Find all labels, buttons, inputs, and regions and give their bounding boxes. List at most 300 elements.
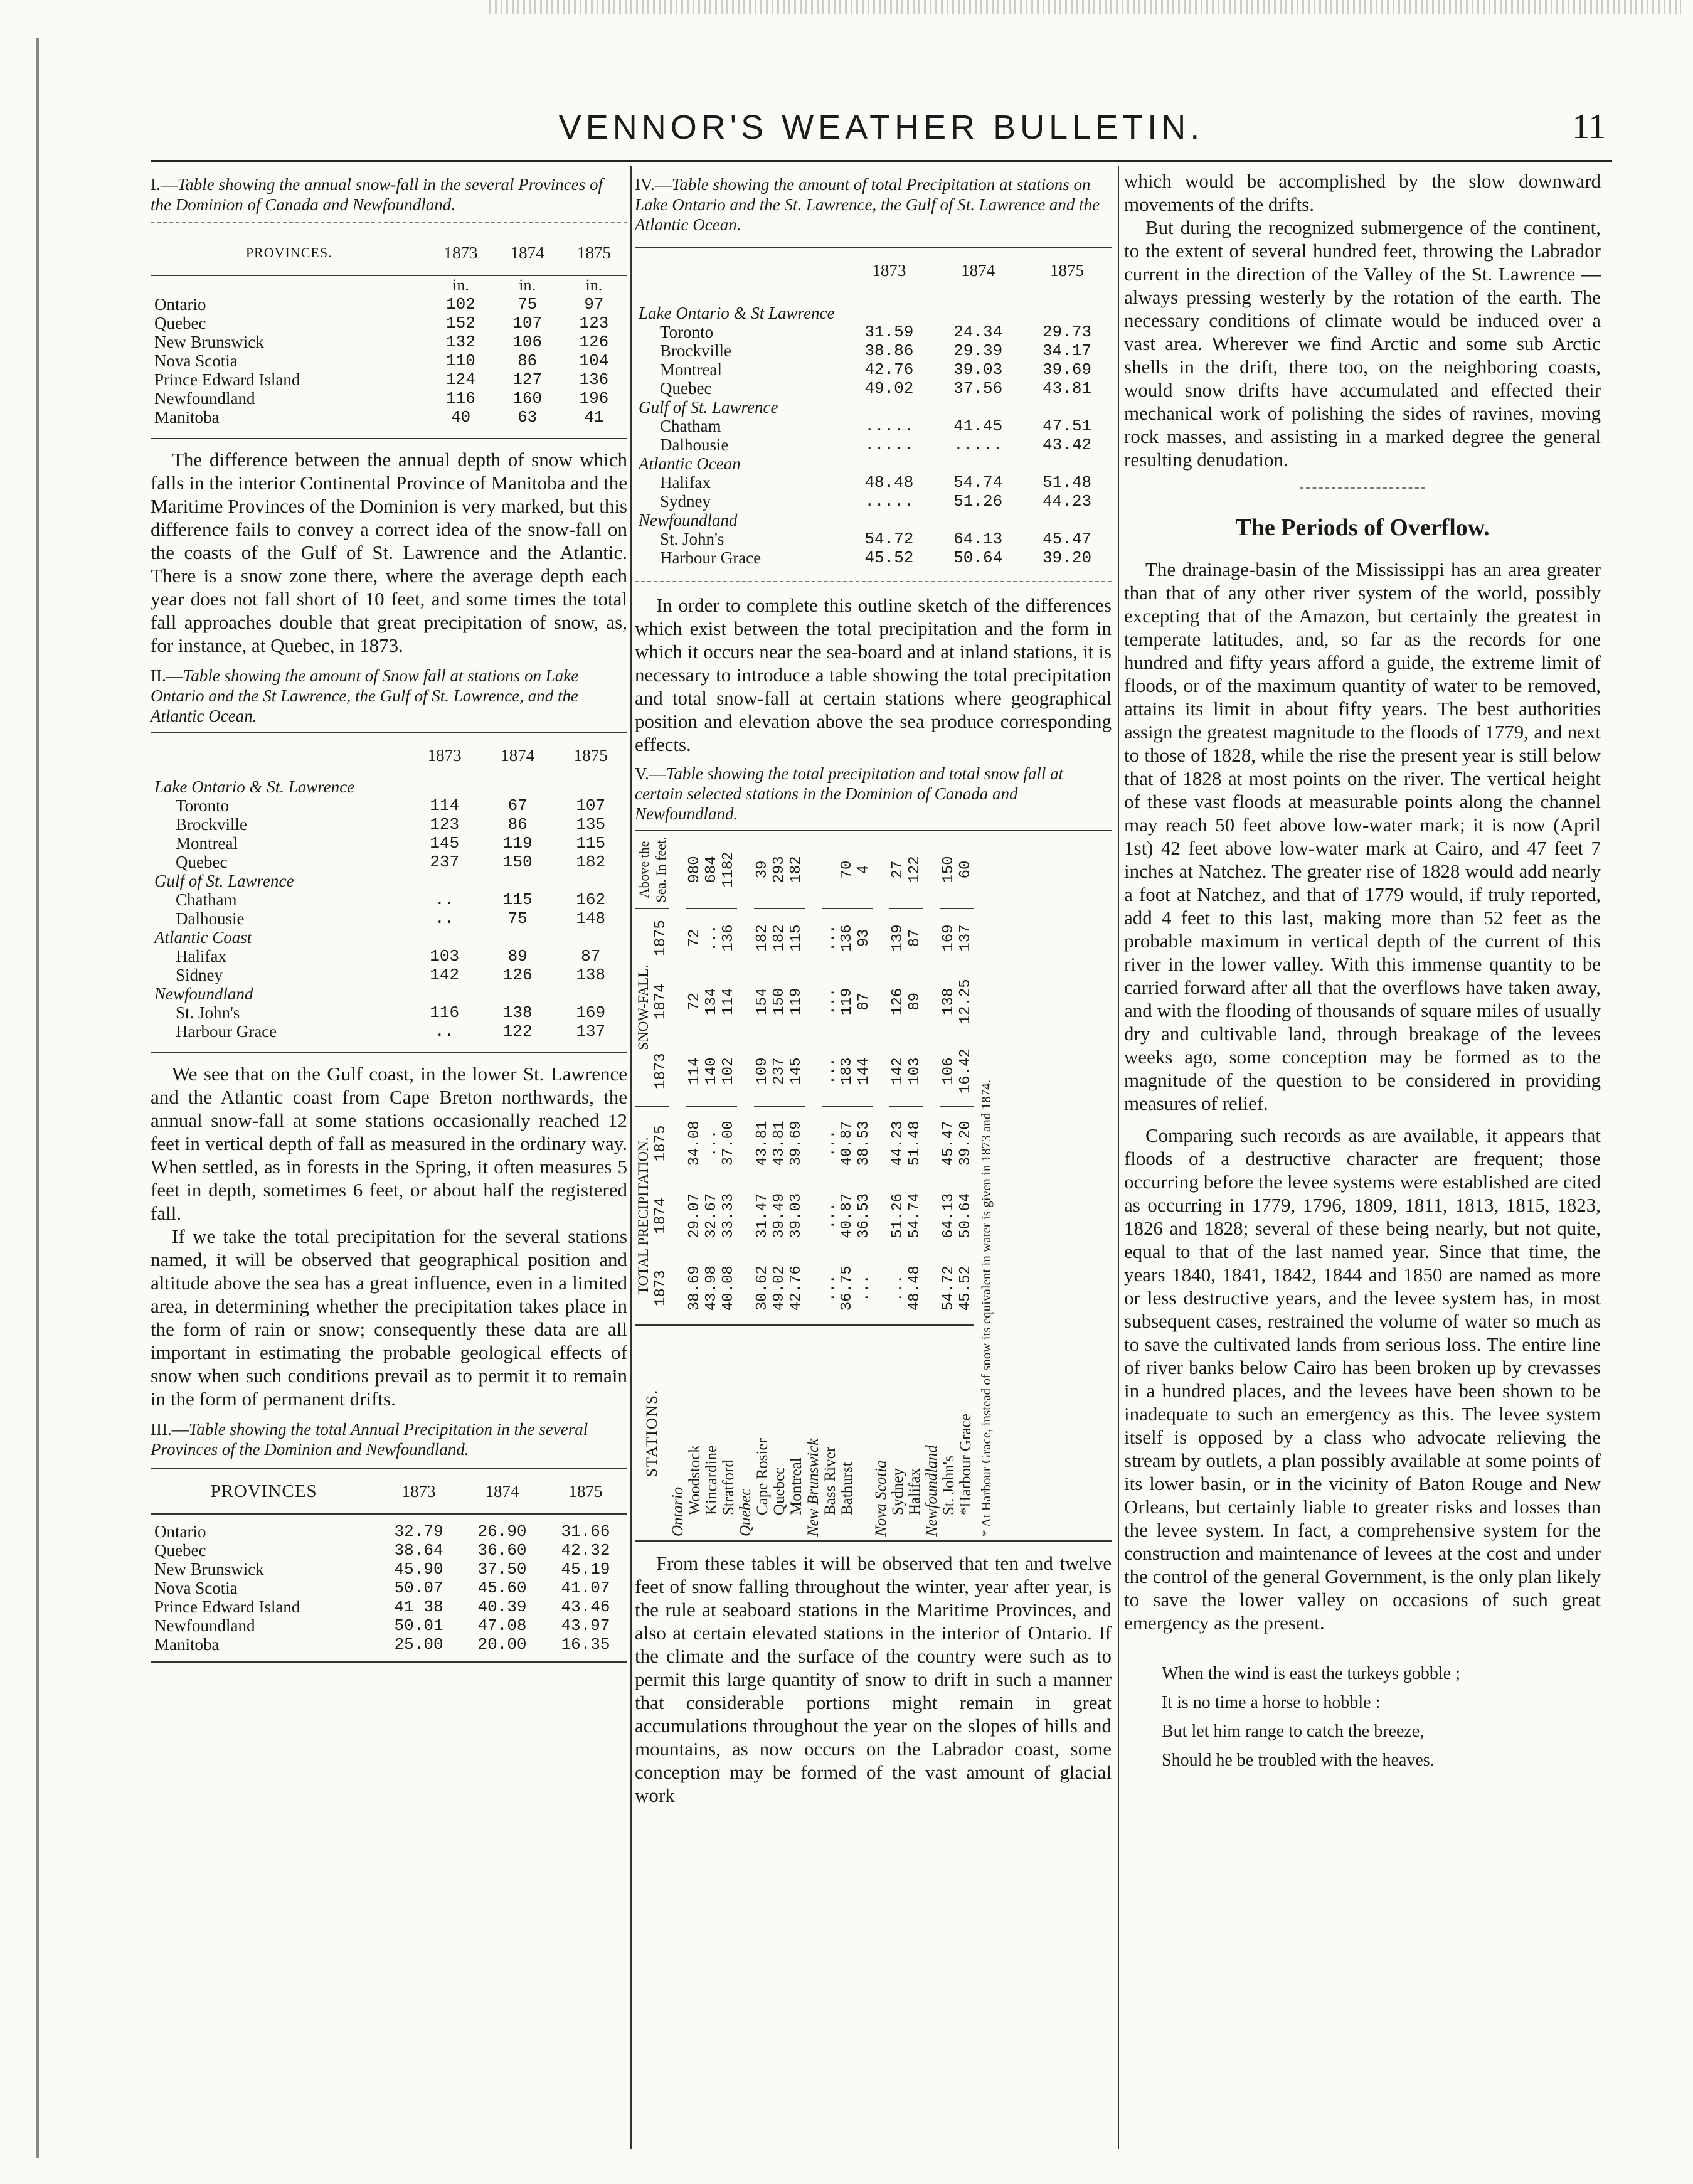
- snow-cell: 136: [720, 908, 737, 967]
- value-cell: 122: [502, 1022, 533, 1041]
- row-label: Manitoba: [154, 408, 220, 427]
- row-label: *Harbour Grace: [957, 1325, 974, 1540]
- value-cell: 136: [579, 370, 609, 389]
- column-middle: [635, 169, 1112, 1807]
- value-cell: ..: [435, 1022, 455, 1041]
- table2-caption: II.—Table showing the amount of Snow fall at stations on Lake Ontario and the St Lawrence, the Gulf of St. Lawrence, and the Atlantic Ocean.: [151, 666, 579, 725]
- altitude-cell: 684: [703, 856, 720, 883]
- snow-cell: 119: [788, 988, 805, 1015]
- row-label: Prince Edward Island: [154, 1597, 300, 1616]
- paragraph: From these tables it will be observed that ten and twelve feet of snow falling throughout the winter, year after year, is the rule at seaboard stations in the Maritime Provinces, and also at certain elevated stations in the interior of Ontario. If the climate and the surface of the country were such as to permit this large quantity of snow to drift in such a manner that considerable portions might remain in great accumulations throughout the year on the slopes of hills and mountains, as now occurs on the Labrador coast, some conception may be formed of the vast amount of glacial work: [635, 1552, 1112, 1806]
- value-cell: 39.03: [953, 360, 1003, 379]
- precip-cell: 43.81: [754, 1107, 771, 1180]
- table4-year: 1873: [872, 261, 906, 280]
- precip-cell: 51.26: [889, 1193, 906, 1238]
- value-cell: 142: [430, 966, 460, 984]
- row-label: Bathurst: [839, 1325, 856, 1540]
- table-row: [754, 831, 771, 1540]
- value-cell: 148: [576, 909, 606, 928]
- table-row: [856, 831, 873, 1540]
- value-cell: 126: [579, 333, 609, 351]
- value-cell: 43.97: [561, 1616, 610, 1635]
- precip-cell: 40.87: [839, 1107, 856, 1180]
- table-row: [635, 341, 1112, 360]
- table1-year: 1873: [443, 243, 478, 262]
- value-cell: 123: [430, 815, 460, 834]
- unit-label: in.: [452, 276, 469, 294]
- row-label: Dalhousie: [176, 909, 245, 928]
- unit-label: in.: [585, 276, 603, 294]
- table5-col-total: TOTAL PRECIPITATION.: [635, 1107, 652, 1325]
- row-label: Nova Scotia: [154, 351, 238, 370]
- snow-cell: 109: [754, 1057, 771, 1085]
- row-label: Newfoundland: [154, 389, 255, 408]
- value-cell: 45.90: [394, 1560, 443, 1579]
- paragraph: Comparing such records as are available, it appears that floods of a destructive character are frequent; those occurring before the levee systems were established are cited as occurring in 1779, 1796, 1809, 1811, 1813, 1815, 1823, 1826 and 1828; several of these being nearly, but not quite, equal to that of the last named year. Since that time, the years 1840, 1841, 1842, 1844 and 1850 are named as more or less destructive years, and the levee system has, in most subsequent cases, restrained the volume of water so much as to save the cultivated lands from serious loss. The entire line of river banks below Cairo has been broken up by crevasses in a hundred places, and the levees have been shown to be inadequate to such an emergency as this. The levee system itself is opposed by a class who advocate relieving the stream by outlets, a plan possibly available at some points of its lower basin, or in the vicinity of Baton Rouge and New Orleans, but certainly liable to greater risks and losses than the levee system. In fact, a comprehensive system for the construction and maintenance of levees at the cost and under the control of the general Government, is the only plan likely to save the lower valley on occasions of such great emergency as the present.: [1124, 1124, 1601, 1634]
- table1: [151, 231, 627, 427]
- value-cell: 114: [430, 796, 460, 815]
- table5-footnote: * At Harbour Grace, instead of snow its equivalent in water is given in 1873 and 1874.: [979, 1080, 994, 1537]
- table-bottom-rule: [151, 1661, 627, 1663]
- table3-year: 1874: [485, 1482, 519, 1501]
- value-cell: 152: [446, 314, 475, 333]
- table4-body: [635, 304, 1112, 567]
- row-label: Sydney: [660, 492, 711, 511]
- value-cell: 145: [430, 834, 460, 853]
- value-cell: 116: [430, 1003, 460, 1022]
- divider: [635, 581, 1112, 582]
- table2-body: [151, 777, 627, 1041]
- precip-cell: 45.47: [940, 1107, 957, 1180]
- group-label: Atlantic Ocean: [639, 454, 741, 473]
- row-label: Montreal: [660, 360, 722, 379]
- table5-year: 1875: [652, 1107, 670, 1180]
- table-row: [151, 408, 627, 427]
- row-label: Quebec: [154, 314, 206, 333]
- poem-line: Should he be troubled with the heaves.: [1162, 1750, 1435, 1770]
- value-cell: 41 38: [394, 1597, 443, 1616]
- altitude-cell: 60: [957, 860, 974, 879]
- table-row: [635, 417, 1112, 435]
- value-cell: 34.17: [1043, 341, 1092, 360]
- snow-cell: 89: [906, 992, 923, 1011]
- value-cell: 137: [576, 1022, 606, 1041]
- table1-caption: I.—Table showing the annual snow-fall in the several Provinces of the Dominion of Canada and Newfoundland.: [151, 175, 603, 214]
- snow-cell: 182: [754, 908, 771, 967]
- value-cell: 54.74: [953, 473, 1003, 492]
- row-label: Halifax: [660, 473, 711, 492]
- value-cell: 41.07: [561, 1579, 610, 1597]
- value-cell: 67: [507, 796, 528, 815]
- table-row: [703, 831, 720, 1540]
- value-cell: 237: [430, 853, 460, 871]
- precip-cell: 50.64: [957, 1193, 974, 1238]
- group-row: [635, 398, 1112, 417]
- precip-cell: 39.69: [788, 1107, 805, 1180]
- snow-cell: 114: [686, 1057, 703, 1085]
- table-row: [151, 351, 627, 370]
- value-cell: 44.23: [1043, 492, 1092, 511]
- table-row: [151, 1579, 627, 1597]
- table-row: [151, 853, 627, 871]
- group-label: Ontario: [669, 1325, 686, 1540]
- value-cell: 63: [517, 408, 538, 427]
- snow-cell: 137: [957, 908, 974, 967]
- snow-cell: 102: [720, 1057, 737, 1085]
- snow-cell: 16.42: [957, 1048, 974, 1094]
- table1-year: 1874: [510, 243, 544, 262]
- precip-cell: 38.69: [686, 1265, 703, 1311]
- row-label: Chatham: [176, 890, 237, 909]
- column-left: [151, 169, 627, 1663]
- value-cell: 40.39: [477, 1597, 527, 1616]
- altitude-cell: 70: [839, 860, 856, 879]
- value-cell: 123: [579, 314, 609, 333]
- precip-cell: ...: [856, 1274, 873, 1302]
- value-cell: 110: [446, 351, 475, 370]
- precip-cell: 48.48: [906, 1265, 923, 1311]
- value-cell: 182: [576, 853, 606, 871]
- altitude-cell: 4: [856, 865, 873, 875]
- snow-cell: 144: [856, 1057, 873, 1085]
- snow-cell: ...: [822, 988, 839, 1015]
- value-cell: .....: [864, 417, 914, 435]
- value-cell: 45.19: [561, 1560, 610, 1579]
- value-cell: 40: [450, 408, 471, 427]
- precip-cell: ...: [889, 1274, 906, 1302]
- value-cell: 37.56: [953, 379, 1003, 398]
- row-label: St. John's: [176, 1003, 240, 1022]
- column-divider-2: [1118, 166, 1119, 2149]
- value-cell: 86: [517, 351, 538, 370]
- row-label: New Brunswick: [154, 1560, 264, 1579]
- altitude-cell: 182: [788, 856, 805, 883]
- value-cell: 104: [579, 351, 609, 370]
- value-cell: 75: [517, 295, 538, 314]
- value-cell: 115: [576, 834, 606, 853]
- group-row: [635, 454, 1112, 473]
- value-cell: 89: [507, 947, 528, 966]
- value-cell: 16.35: [561, 1635, 610, 1654]
- value-cell: 162: [576, 890, 606, 909]
- paragraph: If we take the total precipitation for the several stations named, it will be observed that geographical position and altitude above the sea has a great influence, even in a limited area, in determining whether the precipitation takes place in the form of rain or snow; consequently these data are all important in estimating the probable geological effects of snow when such conditions prevail as to permit it to remain in the form of permanent drifts.: [151, 1225, 627, 1410]
- table-row: [822, 831, 839, 1540]
- group-label: Nova Scotia: [873, 1325, 889, 1540]
- row-label: Ontario: [154, 295, 206, 314]
- value-cell: 138: [576, 966, 606, 984]
- divider: [151, 222, 627, 223]
- value-cell: 115: [502, 890, 533, 909]
- snow-cell: 103: [906, 1057, 923, 1085]
- row-label: Brockville: [176, 815, 247, 834]
- paragraph: But during the recognized submergence of the continent, to the extent of several hundred feet, throwing the Labrador current in the direction of the Valley of the St. Lawrence —always pressing westerly by the rotation of the earth. The necessary conditions of climate would be induced over a vast area. Wherever we find Arctic and some sub Arctic shells in the drift, there too, on the neighboring coasts, would snow drifts have accumulated and effected their mechanical work of polishing the sides of ravines, moving rock masses, and assisting in a marked degree the general resulting denudation.: [1124, 216, 1601, 471]
- table5-caption: V.—Table showing the total precipitation and total snow fall at certain selected stations in the Dominion of Canada and Newfoundland.: [635, 764, 1064, 823]
- snow-cell: 126: [889, 988, 906, 1015]
- value-cell: 126: [502, 966, 533, 984]
- precip-cell: 54.72: [940, 1265, 957, 1311]
- precip-cell: 42.76: [788, 1265, 805, 1311]
- table1-year: 1875: [576, 243, 611, 262]
- precip-cell: 64.13: [940, 1193, 957, 1238]
- snow-cell: 87: [906, 908, 923, 967]
- table-row: [151, 314, 627, 333]
- altitude-cell: 122: [906, 856, 923, 883]
- table-row: [788, 831, 805, 1540]
- value-cell: 39.20: [1043, 548, 1092, 567]
- value-cell: 45.60: [477, 1579, 527, 1597]
- table-row: [151, 295, 627, 314]
- value-cell: 86: [507, 815, 528, 834]
- snow-cell: 182: [771, 908, 788, 967]
- row-label: St. John's: [940, 1325, 957, 1540]
- value-cell: 38.64: [394, 1541, 443, 1560]
- paragraph: which would be accomplished by the slow downward movements of the drifts.: [1124, 170, 1601, 215]
- value-cell: 25.00: [394, 1635, 443, 1654]
- value-cell: 97: [584, 295, 604, 314]
- row-label: Prince Edward Island: [154, 370, 300, 389]
- row-label: Sydney: [889, 1325, 906, 1540]
- value-cell: 29.73: [1043, 322, 1092, 341]
- snow-cell: 72: [686, 992, 703, 1011]
- table5-body: [669, 831, 974, 1540]
- snow-cell: 138: [940, 988, 957, 1015]
- column-divider-1: [630, 166, 632, 2149]
- table4: [635, 247, 1112, 567]
- value-cell: 150: [502, 853, 533, 871]
- table3: [151, 1468, 627, 1654]
- table-row: [151, 947, 627, 966]
- value-cell: .....: [864, 492, 914, 511]
- row-label: Ontario: [154, 1522, 206, 1541]
- table5-col-stations: STATIONS.: [635, 1325, 669, 1540]
- precip-cell: ...: [822, 1274, 839, 1302]
- divider: [1300, 487, 1425, 489]
- table-row: [151, 333, 627, 351]
- value-cell: 48.48: [864, 473, 914, 492]
- value-cell: 127: [512, 370, 543, 389]
- snow-cell: ...: [822, 1057, 839, 1085]
- group-label: Newfoundland: [923, 1325, 940, 1540]
- table5-col-snow: SNOW-FALL.: [635, 908, 652, 1107]
- value-cell: 26.90: [477, 1522, 527, 1541]
- altitude-cell: 1182: [720, 851, 737, 888]
- value-cell: 75: [507, 909, 528, 928]
- table4-year: 1874: [961, 261, 995, 280]
- value-cell: 20.00: [477, 1635, 527, 1654]
- value-cell: 135: [576, 815, 606, 834]
- value-cell: 38.86: [864, 341, 914, 360]
- table5-rotated: [635, 830, 1112, 1542]
- group-row: [923, 831, 940, 1540]
- precip-cell: 36.53: [856, 1193, 873, 1238]
- table-row: [151, 1022, 627, 1041]
- group-row: [151, 984, 627, 1003]
- value-cell: 31.66: [561, 1522, 610, 1541]
- precip-cell: ...: [703, 1107, 720, 1180]
- table-row: [889, 831, 906, 1540]
- value-cell: 29.39: [953, 341, 1003, 360]
- altitude-cell: 980: [686, 856, 703, 883]
- precip-cell: 45.52: [957, 1265, 974, 1311]
- group-row: [737, 831, 754, 1540]
- altitude-cell: 150: [940, 856, 957, 883]
- value-cell: 41.45: [953, 417, 1003, 435]
- group-label: Atlantic Coast: [154, 928, 252, 947]
- row-label: Quebec: [771, 1325, 788, 1540]
- value-cell: 54.72: [864, 530, 914, 548]
- table-row: [839, 831, 856, 1540]
- table3-col-provinces: PROVINCES: [210, 1481, 317, 1501]
- value-cell: .....: [864, 435, 914, 454]
- snow-cell: 114: [720, 988, 737, 1015]
- value-cell: 47.08: [477, 1616, 527, 1635]
- altitude-cell: [822, 831, 839, 908]
- precip-cell: 43.98: [703, 1265, 720, 1311]
- snow-cell: 93: [856, 908, 873, 967]
- row-label: Stratford: [720, 1325, 737, 1540]
- row-label: Newfoundland: [154, 1616, 255, 1635]
- poem: [1124, 1659, 1601, 1775]
- value-cell: 50.07: [394, 1579, 443, 1597]
- row-label: Harbour Grace: [176, 1022, 277, 1041]
- row-label: Halifax: [176, 947, 226, 966]
- row-label: Toronto: [660, 322, 714, 341]
- row-label: [856, 1325, 873, 1540]
- table-row: [635, 492, 1112, 511]
- header-rule: [151, 160, 1612, 162]
- precip-cell: 40.87: [839, 1193, 856, 1238]
- table5-col-above: Above the Sea. In feet.: [635, 836, 669, 903]
- table-row: [151, 389, 627, 408]
- row-label: Bass River: [822, 1325, 839, 1540]
- value-cell: 32.79: [394, 1522, 443, 1541]
- table4-year: 1875: [1050, 261, 1085, 280]
- table5-year: 1874: [652, 1198, 669, 1234]
- snow-cell: 183: [839, 1057, 856, 1085]
- precip-cell: 38.53: [856, 1107, 873, 1180]
- value-cell: 124: [446, 370, 475, 389]
- snow-cell: 87: [856, 992, 873, 1011]
- poem-line: When the wind is east the turkeys gobble ;: [1162, 1664, 1460, 1683]
- snow-cell: 142: [889, 1057, 906, 1085]
- altitude-cell: 293: [771, 856, 788, 883]
- snow-cell: 150: [771, 988, 788, 1015]
- table-row: [151, 890, 627, 909]
- table-row: [151, 1522, 627, 1541]
- table-row: [151, 1616, 627, 1635]
- table-row: [906, 831, 923, 1540]
- table-row: [151, 796, 627, 815]
- table-row: [151, 966, 627, 984]
- table-row: [771, 831, 788, 1540]
- snow-cell: 237: [771, 1057, 788, 1085]
- snow-cell: 139: [889, 908, 906, 967]
- row-label: Montreal: [176, 834, 238, 853]
- value-cell: 24.34: [953, 322, 1003, 341]
- snow-cell: 134: [703, 988, 720, 1015]
- poem-line: But let him range to catch the breeze,: [1162, 1722, 1425, 1741]
- table-row: [151, 815, 627, 834]
- table-row: [635, 530, 1112, 548]
- row-label: Sidney: [176, 966, 223, 984]
- group-label: Gulf of St. Lawrence: [154, 871, 294, 890]
- column-right: [1124, 169, 1601, 1775]
- precip-cell: 43.81: [771, 1107, 788, 1180]
- value-cell: 103: [430, 947, 460, 966]
- value-cell: 160: [512, 389, 543, 408]
- row-label: Dalhousie: [660, 435, 729, 454]
- table3-year: 1873: [401, 1482, 436, 1501]
- row-label: Quebec: [660, 379, 712, 398]
- snow-cell: 169: [940, 908, 957, 967]
- scan-edge-left: [36, 38, 39, 2158]
- row-label: New Brunswick: [154, 333, 264, 351]
- value-cell: 36.60: [477, 1541, 527, 1560]
- value-cell: 31.59: [864, 322, 914, 341]
- table5-year: 1873: [652, 1270, 669, 1307]
- group-row: [873, 831, 889, 1540]
- table-row: [635, 379, 1112, 398]
- value-cell: 138: [502, 1003, 533, 1022]
- table-row: [151, 1541, 627, 1560]
- value-cell: 43.42: [1043, 435, 1092, 454]
- precip-cell: 33.33: [720, 1193, 737, 1238]
- table3-body: [151, 1522, 627, 1654]
- value-cell: 64.13: [953, 530, 1003, 548]
- table5-year: 1875: [652, 908, 670, 967]
- paragraph: The drainage-basin of the Mississippi has an area greater than that of any other river system of the world, possibly excepting that of the Amazon, but certainly the greatest in temperate latitudes, and, so far as the records for one hundred and fifty years afford a guide, the extreme limit of floods, or of the maximum quantity of water to be removed, attains its limit in about fifty years. The best authorities assign the greatest magnitude to the floods of 1779, and next to those of 1828, while the rise the present year is still below that of 1828 at most points on the river. The vertical height of these vast floods at measurable points along the channel may reach 50 feet above low-water mark; it is now (April 1st) 42 feet above low-water mark at Cairo, and 47 feet 7 inches at Natchez. The greater rise of 1828 would add nearly a foot at Natchez, and that of 1779 would, if truly reported, add 4 feet to this last, making more than 52 feet as the probable maximum in vertical depth of the current of this river in the lower valley. With this immense quantity to be carried forward after all that the overflows have taken away, and with the flooding of thousands of square miles of usually dry and cultivable land, through breakage of the levees weeks ago, some conception may be formed as to the magnitude of the question to be considered in providing measures of relief.: [1124, 558, 1601, 1114]
- section-title: The Periods of Overflow.: [1235, 514, 1490, 541]
- snow-cell: 154: [754, 988, 771, 1015]
- group-row: [151, 928, 627, 947]
- table-row: [686, 831, 703, 1540]
- table2-year: 1873: [427, 746, 462, 765]
- precip-cell: 54.74: [906, 1193, 923, 1238]
- table-row: [635, 322, 1112, 341]
- precip-cell: 30.62: [754, 1265, 771, 1311]
- table-row: [940, 831, 957, 1540]
- snow-cell: 136: [839, 908, 856, 967]
- precip-cell: 51.48: [906, 1107, 923, 1180]
- table2-year: 1875: [573, 746, 608, 765]
- value-cell: 51.48: [1043, 473, 1092, 492]
- value-cell: .....: [953, 435, 1003, 454]
- table-row: [151, 1597, 627, 1616]
- value-cell: 47.51: [1043, 417, 1092, 435]
- table5-year: 1873: [652, 1053, 669, 1089]
- table-row: [957, 831, 974, 1540]
- value-cell: ..: [435, 890, 455, 909]
- table5: [635, 831, 995, 1540]
- value-cell: ..: [435, 909, 455, 928]
- group-label: Newfoundland: [639, 511, 738, 530]
- group-label: Lake Ontario & St. Lawrence: [154, 777, 355, 796]
- table-bottom-rule: [151, 1052, 627, 1053]
- snow-cell: 145: [788, 1057, 805, 1085]
- group-row: [635, 511, 1112, 530]
- row-label: Harbour Grace: [660, 548, 762, 567]
- precip-cell: 49.02: [771, 1265, 788, 1311]
- table-row: [151, 370, 627, 389]
- page-number: 11: [1572, 107, 1606, 146]
- row-label: Toronto: [176, 796, 230, 815]
- value-cell: 102: [446, 295, 475, 314]
- value-cell: 37.50: [477, 1560, 527, 1579]
- value-cell: 107: [512, 314, 543, 333]
- table-row: [151, 909, 627, 928]
- group-label: Quebec: [737, 1325, 754, 1540]
- snow-cell: 140: [703, 1057, 720, 1085]
